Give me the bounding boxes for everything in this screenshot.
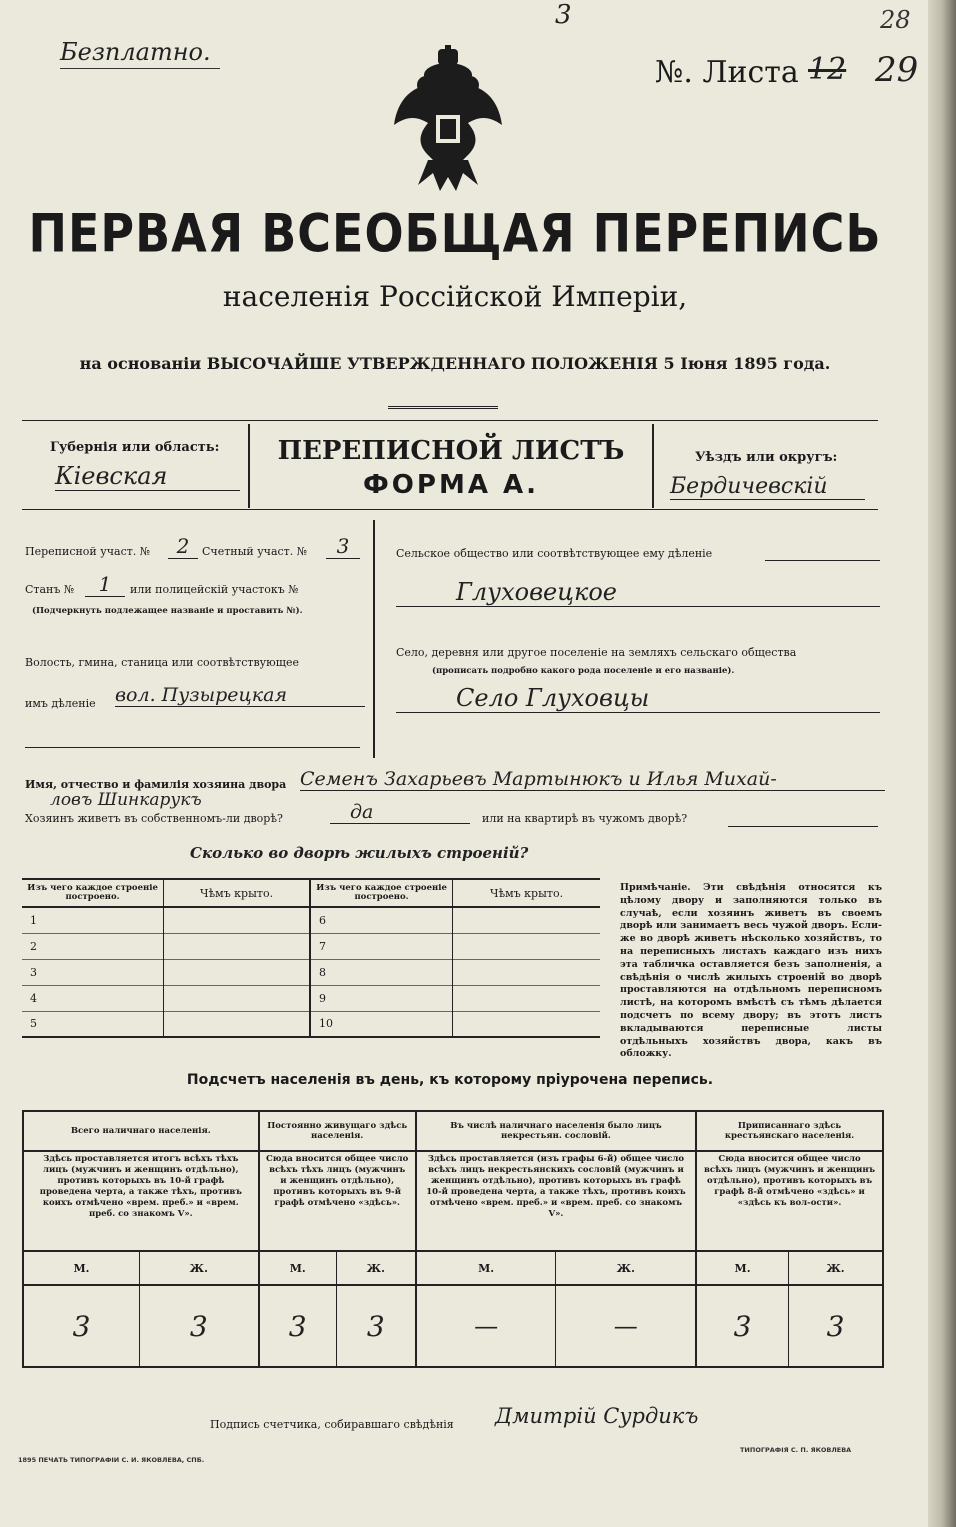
obshchestvo-label: Сельское общество или соотвѣтствующее ему дѣленіе: [396, 547, 713, 560]
rent-label: или на квартирѣ въ чужомъ дворѣ?: [482, 812, 688, 825]
printer-right: ТИПОГРАФІЯ С. П. ЯКОВЛЕВА: [740, 1446, 852, 1454]
volost-label: Волость, гмина, станица или соотвѣтствующее: [25, 656, 299, 669]
sheet-number-label: №. Листа: [655, 55, 799, 90]
building-row: 8: [310, 959, 453, 985]
coat-of-arms-icon: [388, 45, 508, 195]
building-row: 5: [22, 1011, 164, 1037]
building-row: 7: [310, 933, 453, 959]
printer-left: 1895 ПЕЧАТЬ ТИПОГРАФІИ С. И. ЯКОВЛЕВА, СПБ.: [18, 1456, 205, 1464]
stan-label: Станъ №: [25, 583, 75, 596]
own-yard-label: Хозяинъ живетъ въ собственномъ-ли дворѣ?: [25, 812, 283, 825]
m-header: М.: [259, 1251, 337, 1285]
schet-label: Счетный участ. №: [202, 545, 308, 558]
permanent-female: 3: [336, 1285, 415, 1367]
perepis-value: 2: [168, 534, 198, 559]
buildings-note: Примѣчаніе. Эти свѣдѣнія относятся къ цѣлому двору и заполняются только въ случаѣ, если хозяинъ живетъ въ своемъ дворѣ или занимаетъ весь чужой дворъ. Если-же во дворѣ живетъ нѣсколько хозяйствъ, то на переписныхъ листахъ каждаго изъ нихъ эта табличка оставляется безъ заполненія, а свѣдѣнія о числѣ жилыхъ строеній во дворѣ проставляются на отдѣльномъ переписномъ листѣ, на которомъ вмѣстѣ съ тѣмъ дѣлается подсчетъ по всему двору; въ этотъ листъ вкладываются переписные листы отдѣльныхъ хозяйствъ двора, какъ въ обложку.: [620, 882, 882, 1060]
volost-label-2: имъ дѣленіе: [25, 697, 96, 710]
col-title-total: Всего наличнаго населенія.: [23, 1111, 259, 1151]
selo-label: Село, деревня или другое поселеніе на земляхъ сельскаго общества: [396, 646, 797, 659]
uezd-label: Уѣздъ или округъ:: [695, 450, 838, 465]
building-row: 4: [22, 985, 164, 1011]
m-header: М.: [23, 1251, 139, 1285]
buildings-table: [22, 878, 600, 1038]
uezd-value: Бердичевскій: [670, 474, 865, 500]
page-subtitle: населенія Россійской Имперіи,: [222, 280, 688, 313]
buildings-heading: Сколько во дворѣ жилыхъ строеній?: [190, 844, 529, 862]
f-header: Ж.: [826, 1261, 845, 1275]
obshchestvo-value: Глуховецкое: [396, 578, 880, 607]
col-title-non-peasant: Въ числѣ наличнаго населенія было лицъ некрестьян. сословій.: [416, 1111, 696, 1151]
free-label: Безплатно.: [60, 38, 211, 66]
police-note: (Подчеркнуть подлежащее названіе и проставить №).: [32, 606, 303, 616]
non-peasant-male: —: [416, 1285, 556, 1367]
gubernia-label: Губернія или область:: [50, 440, 220, 455]
police-label: или полицейскій участокъ №: [130, 583, 299, 596]
volost-value: вол. Пузырецкая: [115, 684, 365, 707]
f-header: Ж.: [556, 1251, 696, 1285]
m-header: М.: [696, 1251, 788, 1285]
legal-basis: на основаніи ВЫСОЧАЙШЕ УТВЕРЖДЕННАГО ПОЛОЖЕНІЯ 5 Іюня 1895 года.: [79, 354, 831, 373]
col-roof-left: Чѣмъ крыто.: [200, 886, 274, 900]
building-row: 2: [22, 933, 164, 959]
owner-value: Семенъ Захарьевъ Мартынюкъ и Илья Михай-: [300, 768, 885, 791]
signature-value: Дмитрій Сурдикъ: [495, 1404, 699, 1428]
non-peasant-female: —: [556, 1285, 696, 1367]
sheet-number-value-2: 29: [875, 50, 919, 90]
total-female: 3: [139, 1285, 258, 1367]
building-row: 9: [310, 985, 453, 1011]
col-title-permanent: Постоянно живущаго здѣсь населенія.: [259, 1111, 416, 1151]
archive-number-top: 28: [880, 6, 911, 34]
f-header: Ж.: [336, 1251, 415, 1285]
permanent-male: 3: [259, 1285, 337, 1367]
selo-note: (прописать подробно какого рода поселеніе и его названіе).: [432, 666, 735, 676]
own-yard-value: да: [330, 801, 470, 824]
col-material-right: Изъ чего каждое строеніе построено.: [316, 883, 447, 902]
building-row: 3: [22, 959, 164, 985]
stan-value: 1: [85, 572, 125, 597]
f-header: Ж.: [139, 1251, 258, 1285]
m-header: М.: [416, 1251, 556, 1285]
peasant-male: 3: [696, 1285, 788, 1367]
perepis-label: Переписной участ. №: [25, 545, 151, 558]
col-roof-right: Чѣмъ крыто.: [490, 886, 564, 900]
building-row: 6: [310, 907, 453, 933]
peasant-female: 3: [826, 1309, 845, 1343]
form-title: ПЕРЕПИСНОЙ ЛИСТЪ: [277, 436, 625, 466]
col-desc-total: Здѣсь проставляется итогъ всѣхъ тѣхъ лицъ (мужчинъ и женщинъ отдѣльно), противъ которыхъ въ 10-й графѣ проведена черта, а также тѣхъ, противъ коихъ отмѣчено «врем. преб.» и «врем. преб. со знакомъ V».: [23, 1151, 259, 1251]
schet-value: 3: [326, 534, 360, 559]
signature-label: Подпись счетчика, собиравшаго свѣдѣнія: [210, 1418, 454, 1431]
col-desc-permanent: Сюда вносится общее число всѣхъ тѣхъ лицъ (мужчинъ и женщинъ отдѣльно), противъ которыхъ въ 9-й графѣ отмѣчено «здѣсь».: [259, 1151, 416, 1251]
page-edge: [928, 0, 956, 1527]
population-table: [22, 1110, 884, 1368]
form-subtitle: ФОРМА А.: [363, 470, 539, 500]
col-desc-peasant: Сюда вносится общее число всѣхъ лицъ (мужчинъ и женщинъ отдѣльно), противъ которыхъ въ графѣ 8-й отмѣчено «здѣсь» и «здѣсь къ вол-ости».: [704, 1154, 876, 1208]
owner-value-2: ловъ Шинкарукъ: [50, 790, 202, 810]
page-title: ПЕРВАЯ ВСЕОБЩАЯ ПЕРЕПИСЬ: [28, 201, 882, 265]
building-row: 1: [22, 907, 164, 933]
count-heading: Подсчетъ населенія въ день, къ которому пріурочена перепись.: [186, 1072, 714, 1088]
total-male: 3: [23, 1285, 139, 1367]
building-row: 10: [310, 1011, 453, 1037]
col-desc-non-peasant: Здѣсь проставляется (изъ графы 6-й) общее число всѣхъ лицъ некрестьянскихъ сословій (мужчинъ и женщинъ отдѣльно), противъ которыхъ въ графѣ 10-й проведена черта, а также тѣхъ, противъ коихъ отмѣчено «врем. преб.» и «врем. преб. со знакомъ V».: [416, 1151, 696, 1251]
selo-value: Село Глуховцы: [396, 684, 880, 713]
gubernia-value: Кіевская: [55, 462, 240, 491]
col-material-left: Изъ чего каждое строеніе построено.: [27, 883, 158, 902]
sheet-number-value: 12: [808, 52, 847, 87]
col-title-peasant: Приписаннаго здѣсь крестьянскаго населенія.: [724, 1121, 855, 1141]
archive-corner-mark: 3: [555, 0, 572, 30]
owner-label: Имя, отчество и фамилія хозяина двора: [25, 778, 287, 791]
